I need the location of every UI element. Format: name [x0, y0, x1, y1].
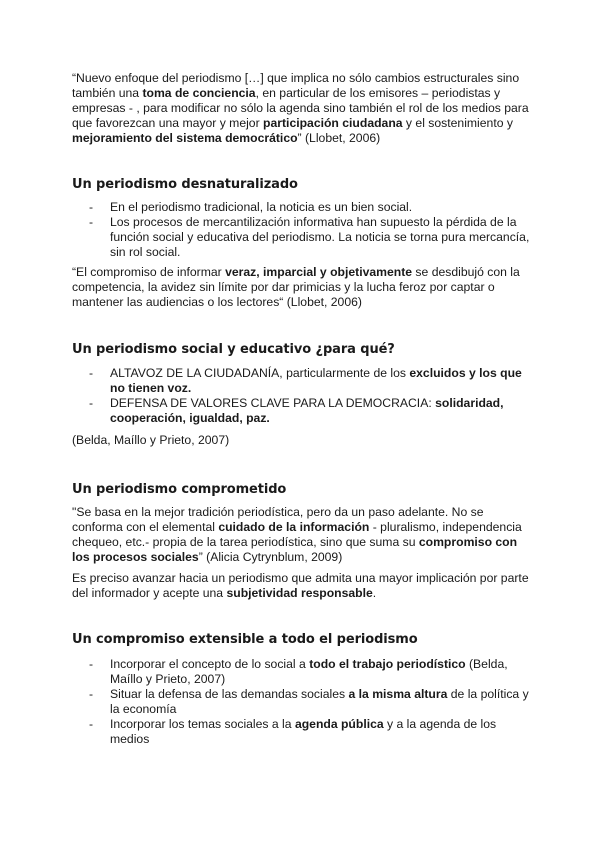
intro-quote [72, 71, 532, 146]
bullet-list-desnaturalizado [72, 200, 532, 260]
quote-cytrynblum [72, 505, 532, 565]
list-item [72, 687, 532, 717]
list-item [72, 366, 532, 396]
list-item-text: Incorporar los temas sociales a la [110, 717, 295, 731]
quote-text: “El compromiso de informar [72, 265, 226, 279]
list-item-emphasis: todo el trabajo periodístico [309, 657, 466, 671]
list-item-text: (Belda, Maíllo y Prieto, 2007) [110, 657, 508, 686]
list-item-emphasis: excluidos y los que no tienen voz. [110, 366, 522, 395]
quote-text: , en particular de los emisores – periodistas y empresas - , para modificar no sólo la agenda sino también el rol de los medios para que favorezcan una mayor y mejor [72, 86, 529, 130]
list-item: - En el periodismo tradicional, la noticia es un bien social. [72, 200, 532, 215]
list-item-emphasis: agenda pública [294, 717, 384, 731]
section-heading-desnaturalizado: Un periodismo desnaturalizado [72, 177, 298, 192]
quote-text: “Nuevo enfoque del periodismo […] que implica no sólo cambios estructurales sino también una [72, 71, 520, 100]
quote-emphasis: mejoramiento del sistema democrático [72, 131, 298, 145]
quote-text: y el sostenimiento y [402, 116, 513, 130]
citation-belda: (Belda, Maíllo y Prieto, 2007) [72, 433, 230, 447]
list-item-text: de la política y la economía [110, 687, 529, 716]
quote-emphasis: cuidado de la información [218, 520, 370, 534]
bullet-list-social-educativo [72, 366, 532, 426]
list-item: - Los procesos de mercantilización informativa han supuesto la pérdida de la función social y educativa del periodismo. La noticia se torna pura mercancía, sin rol social. [72, 215, 532, 260]
paragraph-subjetividad [72, 571, 532, 601]
quote-citation: ” (Alicia Cytrynblum, 2009) [198, 550, 343, 564]
quote-text: "Se basa en la mejor tradición periodística, pero da un paso adelante. No se conforma con el elemental [72, 505, 484, 534]
list-item-emphasis: solidaridad, cooperación, igualdad, paz. [110, 396, 504, 425]
quote-emphasis: toma de conciencia [142, 86, 256, 100]
quote-veraz [72, 265, 532, 310]
list-item-text: ALTAVOZ DE LA CIUDADANÍA, particularmente de los [110, 366, 410, 380]
quote-text: - pluralismo, independencia chequeo, etc.- propia de la tarea periodística, sino que suma su [72, 520, 522, 549]
paragraph-text: . [372, 586, 377, 600]
list-item-text: DEFENSA DE VALORES CLAVE PARA LA DEMOCRACIA: [110, 396, 436, 410]
quote-citation: ” (Llobet, 2006) [297, 131, 381, 145]
paragraph-emphasis: subjetividad responsable [226, 586, 373, 600]
section-heading-comprometido: Un periodismo comprometido [72, 482, 287, 497]
list-item-text: Situar la defensa de las demandas sociales [110, 687, 349, 701]
quote-emphasis: compromiso con los procesos sociales [72, 535, 518, 564]
paragraph-text: Es preciso avanzar hacia un periodismo que admita una mayor implicación por parte del informador y acepte una [72, 571, 529, 600]
list-item [72, 396, 532, 426]
quote-emphasis: veraz, imparcial y objetivamente [225, 265, 413, 279]
section-heading-social-educativo: Un periodismo social y educativo ¿para qué? [72, 342, 395, 357]
quote-emphasis: participación ciudadana [263, 116, 403, 130]
list-item-emphasis: a la misma altura [348, 687, 448, 701]
list-item-text: y a la agenda de los medios [110, 717, 497, 746]
section-heading-compromiso-extensible: Un compromiso extensible a todo el periodismo [72, 632, 418, 647]
quote-text: se desdibujó con la competencia, la avidez sin límite por dar primicias y la lucha feroz por captar o mantener las audiencias o los lectores“ (Llobet, 2006) [72, 265, 520, 309]
list-item [72, 657, 532, 687]
bullet-list-compromiso-extensible [72, 657, 532, 747]
list-item [72, 717, 532, 747]
list-item-text: Incorporar el concepto de lo social a [110, 657, 310, 671]
